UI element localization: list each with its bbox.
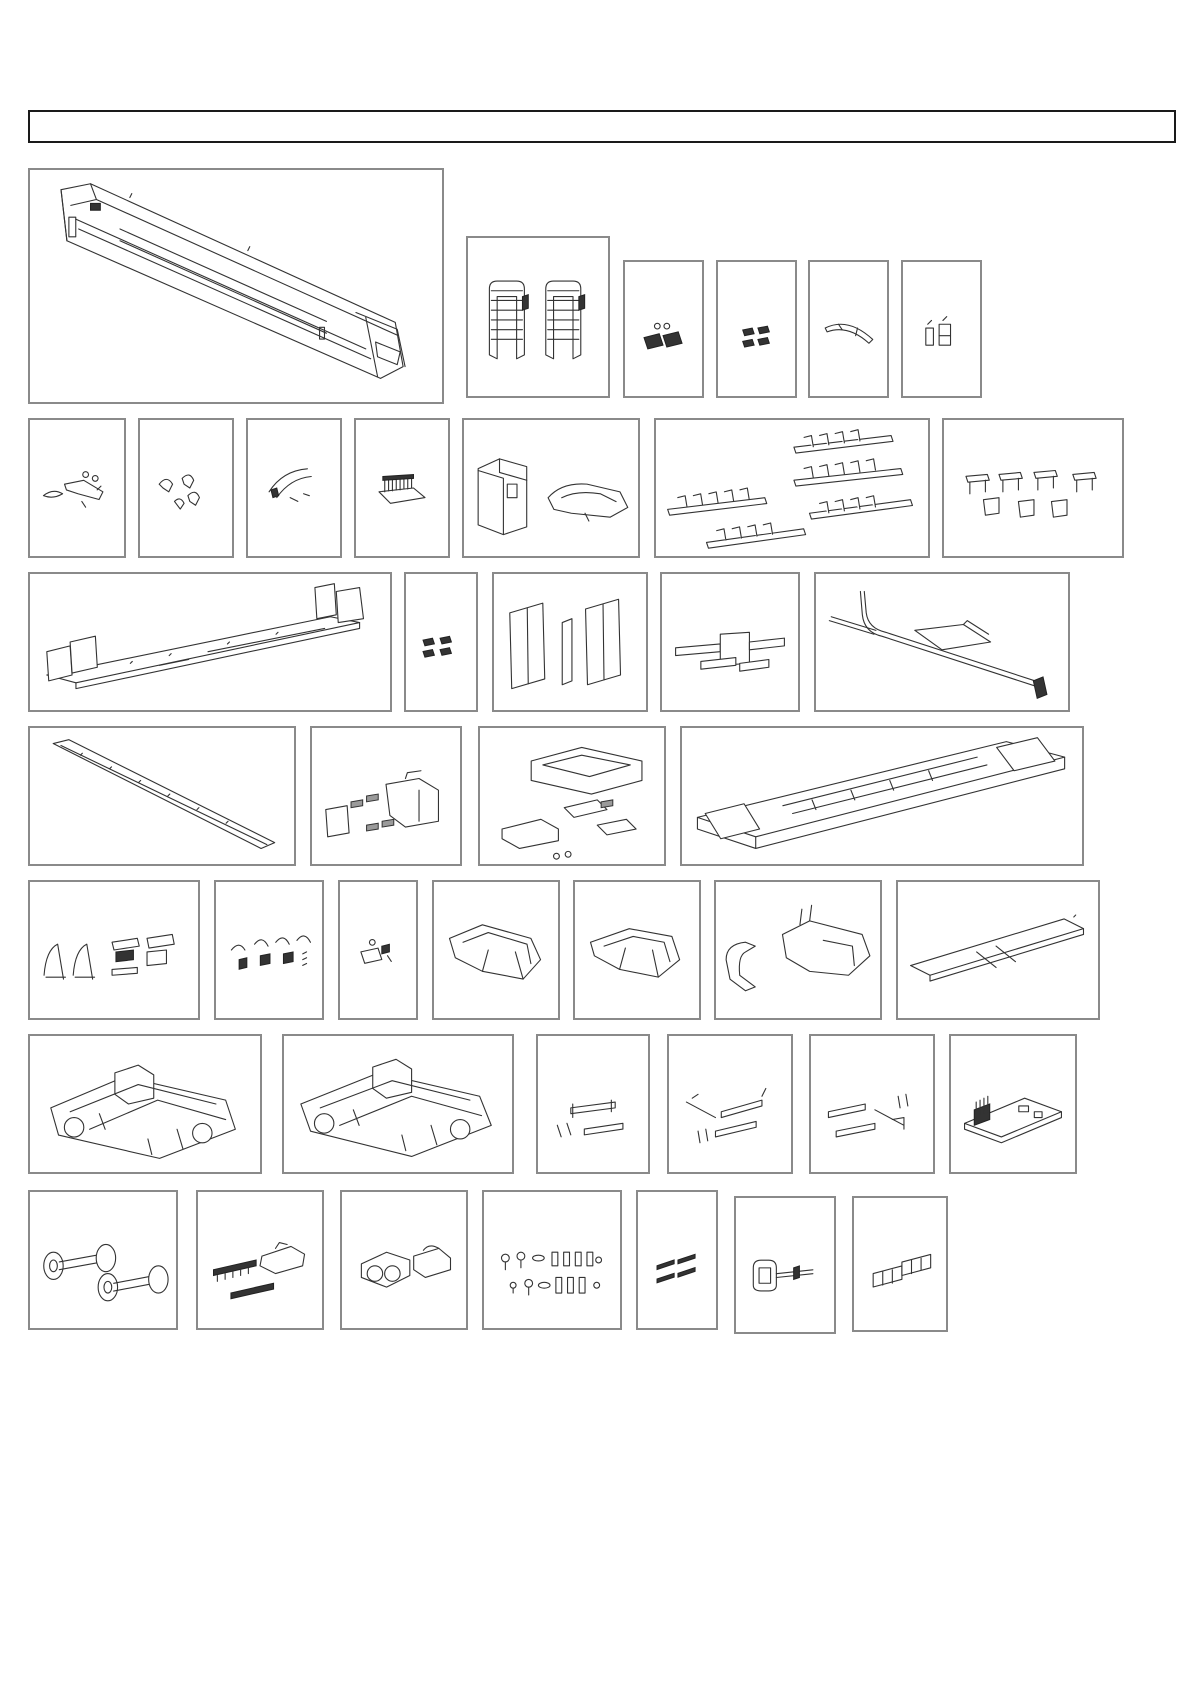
chassis-frame-icon — [682, 728, 1082, 864]
hooks-icon — [140, 420, 232, 556]
part-wheelsets — [28, 1190, 178, 1330]
part-wiring-harness — [814, 572, 1070, 712]
wiring-harness-icon — [816, 574, 1068, 710]
handrail-frames-icon — [468, 238, 608, 396]
pilot-left-icon — [434, 882, 558, 1018]
part-coupler-springs — [310, 726, 462, 866]
long-strip-icon — [30, 728, 294, 864]
small-pads-icon — [625, 262, 702, 396]
part-bogie-a — [28, 1034, 262, 1174]
part-seat-rows — [654, 418, 930, 558]
part-wiper-pair — [246, 418, 342, 558]
step-brackets-icon — [903, 262, 980, 396]
part-springs — [636, 1190, 718, 1330]
h-brackets-icon — [662, 574, 798, 710]
brake-rods-icon — [811, 1036, 933, 1172]
wheelsets-icon — [30, 1192, 176, 1328]
part-small-assembly — [338, 880, 418, 1020]
part-hose-set — [214, 880, 324, 1020]
part-step-brackets — [901, 260, 982, 398]
coupler-springs-icon — [312, 728, 460, 864]
screws-icon — [484, 1192, 620, 1328]
coupler-icon — [736, 1198, 834, 1332]
pilot-right-icon — [575, 882, 699, 1018]
pilot-pair-icon — [716, 882, 880, 1018]
coupler-mount-icon — [854, 1198, 946, 1330]
part-pantograph-parts — [28, 880, 200, 1020]
part-coupler-mount — [852, 1196, 948, 1332]
locomotive-body-shell-icon — [30, 170, 442, 402]
part-pilot-pair — [714, 880, 882, 1020]
part-clips-4 — [716, 260, 797, 398]
part-cab-interior — [462, 418, 640, 558]
brake-rods-icon — [538, 1036, 648, 1172]
clips-icon — [718, 262, 795, 396]
connector-block-icon — [356, 420, 448, 556]
brake-rods-icon — [669, 1036, 791, 1172]
part-connector-block — [354, 418, 450, 558]
cab-interior-icon — [464, 420, 638, 556]
part-interior-floor — [28, 572, 392, 712]
part-bogie-b — [282, 1034, 514, 1174]
hose-set-icon — [216, 882, 322, 1018]
contact-strips-icon — [198, 1192, 322, 1328]
bogie-icon — [30, 1036, 260, 1172]
small-assembly-icon — [340, 882, 416, 1018]
part-coupler — [734, 1196, 836, 1334]
motor-bracket-icon — [480, 728, 664, 864]
part-gear-assembly — [340, 1190, 468, 1330]
part-h-brackets — [660, 572, 800, 712]
part-small-clips — [404, 572, 478, 712]
part-long-strip — [28, 726, 296, 866]
lever-parts-icon — [30, 420, 124, 556]
part-chassis-frame — [680, 726, 1084, 866]
part-hooks — [138, 418, 234, 558]
part-small-pads — [623, 260, 704, 398]
part-decoder-board — [949, 1034, 1077, 1174]
part-screws — [482, 1190, 622, 1330]
part-brake-rods-b — [667, 1034, 793, 1174]
part-motor-bracket — [478, 726, 666, 866]
seat-tables-icon — [944, 420, 1122, 556]
gear-assembly-icon — [342, 1192, 466, 1328]
header-frame — [28, 110, 1176, 143]
part-window-panels — [492, 572, 648, 712]
part-seat-tables — [942, 418, 1124, 558]
small-clips-icon — [406, 574, 476, 710]
bogie-icon — [284, 1036, 512, 1172]
part-brake-rods-c — [809, 1034, 935, 1174]
base-plate-icon — [898, 882, 1098, 1018]
part-handrail-frames — [466, 236, 610, 398]
seat-rows-icon — [656, 420, 928, 556]
part-base-plate — [896, 880, 1100, 1020]
part-lever-parts — [28, 418, 126, 558]
interior-floor-icon — [30, 574, 390, 710]
pantograph-parts-icon — [30, 882, 198, 1018]
springs-icon — [638, 1192, 716, 1328]
part-body-shell — [28, 168, 444, 404]
part-pilot-right — [573, 880, 701, 1020]
wiper-pair-icon — [248, 420, 340, 556]
decoder-board-icon — [951, 1036, 1075, 1172]
part-pilot-left — [432, 880, 560, 1020]
window-panels-icon — [494, 574, 646, 710]
part-brake-rods-a — [536, 1034, 650, 1174]
part-contact-strips — [196, 1190, 324, 1330]
wiper-arm-icon — [810, 262, 887, 396]
part-wiper-arm — [808, 260, 889, 398]
